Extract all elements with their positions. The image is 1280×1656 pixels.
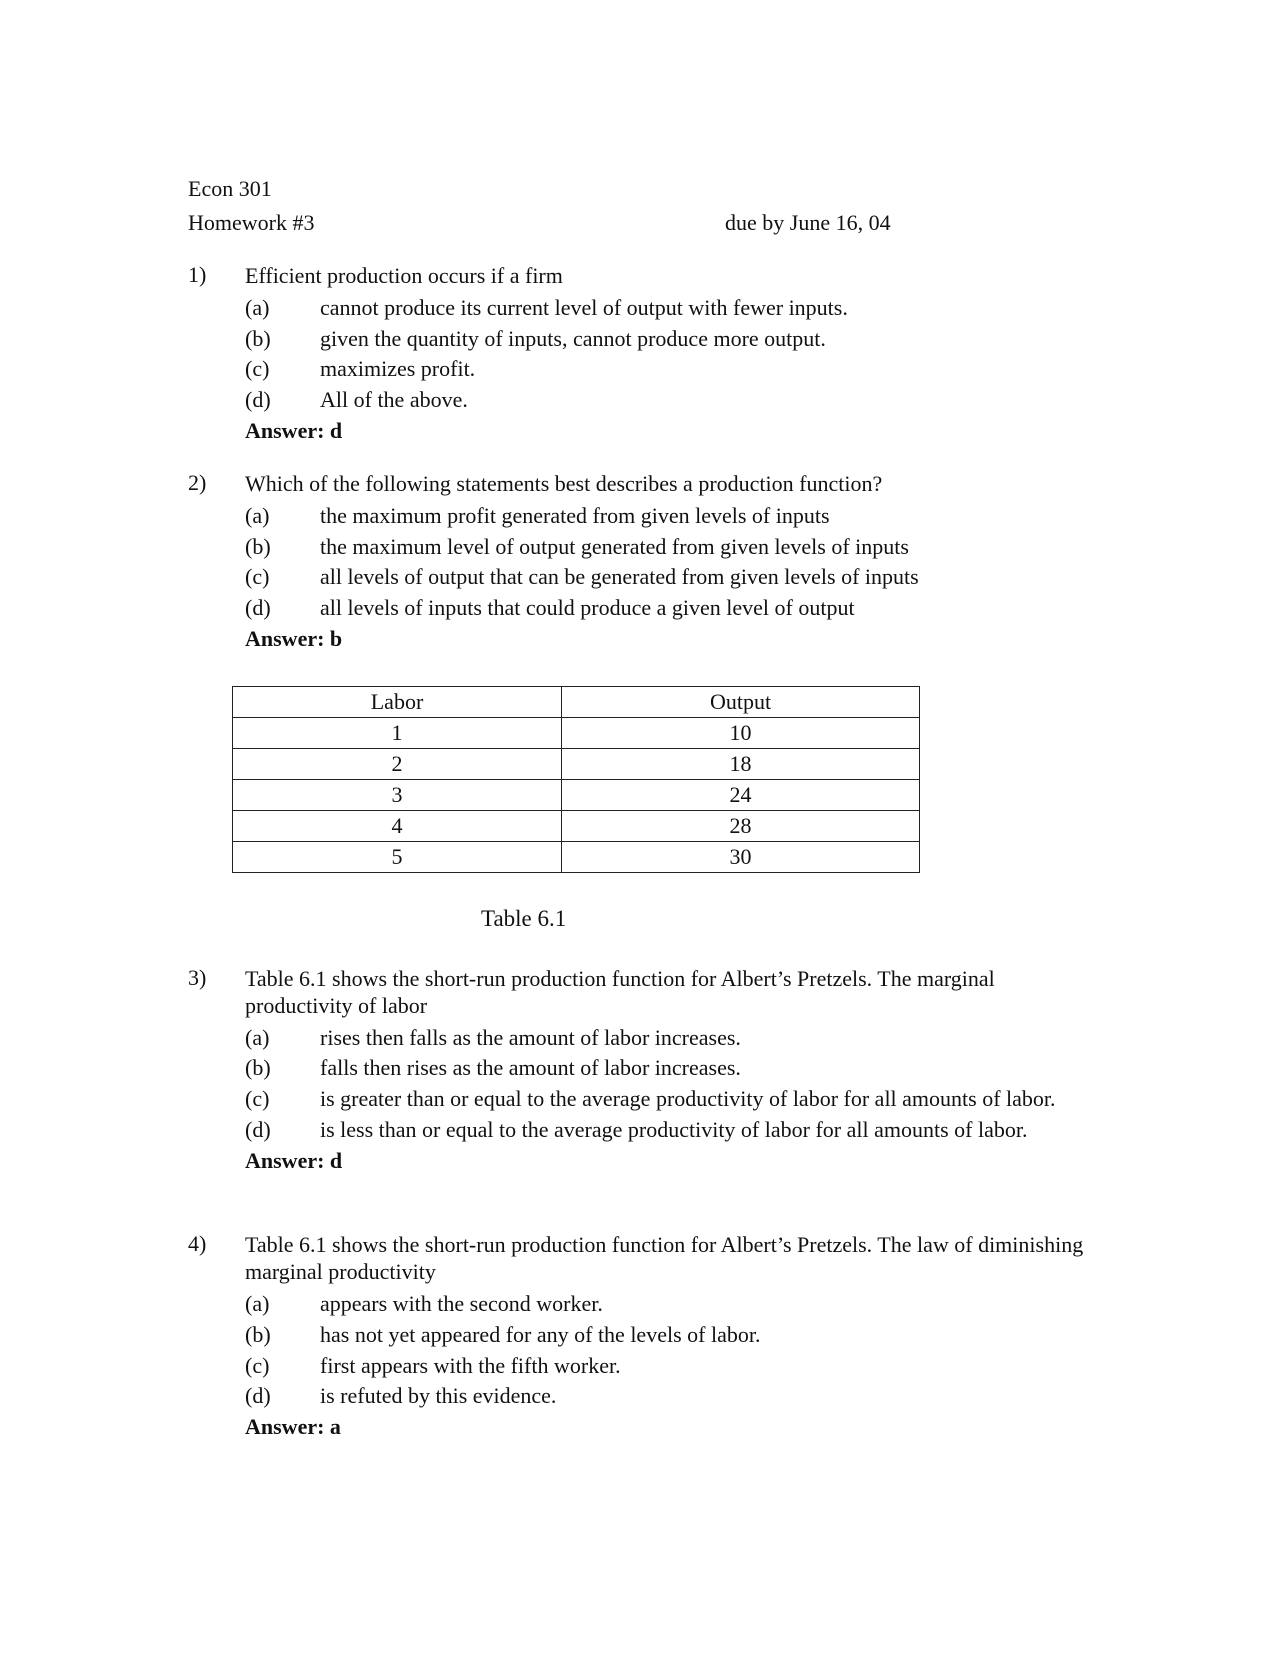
option-letter: (a) [245,1025,270,1050]
answer-line: Answer: a [245,1414,341,1439]
option-text: is refuted by this evidence. [320,1383,557,1408]
option-letter: (d) [245,1117,271,1142]
question-stem: Which of the following statements best describes a production function? [245,471,883,496]
answer-line: Answer: d [245,1148,343,1173]
question-number: 1) [188,262,207,287]
table-header-row [233,687,920,718]
question-number: 3) [188,965,207,990]
option-letter: (c) [245,1086,270,1111]
option-text: maximizes profit. [320,356,476,381]
option-text: first appears with the fifth worker. [320,1353,621,1378]
option-letter: (b) [245,1055,271,1080]
course-title: Econ 301 [188,176,272,201]
due-date: due by June 16, 04 [725,210,891,235]
option-text: all levels of inputs that could produce a given level of output [320,595,855,620]
option-text: appears with the second worker. [320,1291,603,1316]
output-cell: 28 [562,811,920,842]
output-cell: 18 [562,749,920,780]
option-text: is less than or equal to the average productivity of labor for all amounts of labor. [320,1117,1028,1142]
output-cell: 10 [562,718,920,749]
labor-cell: 1 [233,718,562,749]
question-stem: Table 6.1 shows the short-run production function for Albert’s Pretzels. The marginal productivity of labor [245,966,995,1018]
option-text: falls then rises as the amount of labor increases. [320,1055,741,1080]
column-header-output: Output [562,687,920,718]
answer-line: Answer: d [245,418,343,443]
option-text: given the quantity of inputs, cannot produce more output. [320,326,826,351]
question-stem: Table 6.1 shows the short-run production function for Albert’s Pretzels. The law of diminishing marginal productivity [245,1232,1084,1284]
assignment-title: Homework #3 [188,210,315,235]
production-table [232,686,920,873]
labor-cell: 5 [233,842,562,873]
labor-cell: 3 [233,780,562,811]
question-number: 4) [188,1231,207,1256]
option-letter: (b) [245,326,271,351]
option-text: the maximum level of output generated from given levels of inputs [320,534,909,559]
option-text: is greater than or equal to the average productivity of labor for all amounts of labor. [320,1086,1056,1111]
option-text: All of the above. [320,387,468,412]
option-text: rises then falls as the amount of labor increases. [320,1025,741,1050]
option-letter: (b) [245,534,271,559]
option-letter: (a) [245,1291,270,1316]
option-letter: (d) [245,595,271,620]
question-stem: Efficient production occurs if a firm [245,263,563,288]
option-text: has not yet appeared for any of the levels of labor. [320,1322,761,1347]
option-letter: (c) [245,564,270,589]
option-letter: (c) [245,356,270,381]
answer-line: Answer: b [245,626,343,651]
option-letter: (a) [245,295,270,320]
option-letter: (a) [245,503,270,528]
option-letter: (c) [245,1353,270,1378]
table-row [233,842,920,873]
table-row [233,718,920,749]
table-row [233,749,920,780]
output-cell: 30 [562,842,920,873]
table-caption: Table 6.1 [481,906,567,931]
labor-cell: 4 [233,811,562,842]
option-text: all levels of output that can be generated from given levels of inputs [320,564,919,589]
table-row [233,780,920,811]
option-letter: (d) [245,387,271,412]
option-text: cannot produce its current level of output with fewer inputs. [320,295,848,320]
option-letter: (d) [245,1383,271,1408]
labor-cell: 2 [233,749,562,780]
output-cell: 24 [562,780,920,811]
question-number: 2) [188,470,207,495]
table-row [233,811,920,842]
option-letter: (b) [245,1322,271,1347]
column-header-labor: Labor [233,687,562,718]
option-text: the maximum profit generated from given levels of inputs [320,503,830,528]
